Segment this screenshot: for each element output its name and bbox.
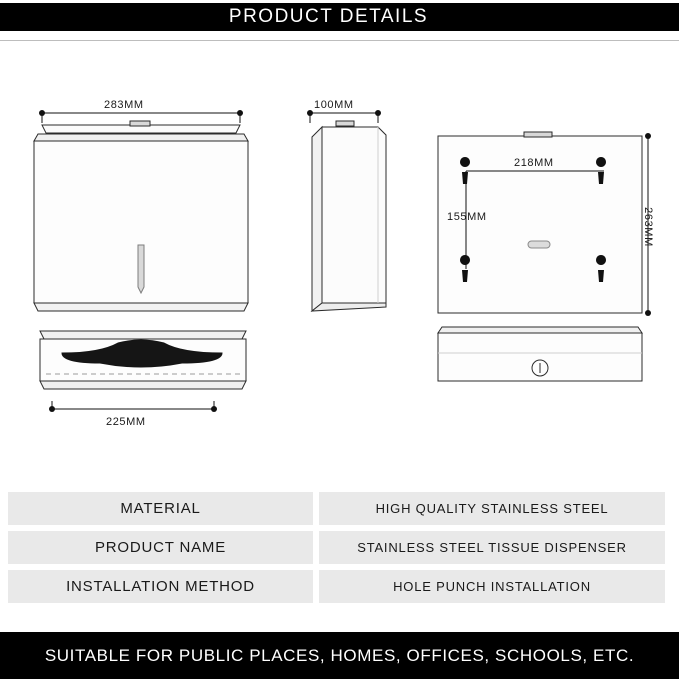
dim-hole-vertical-label: 155MM (447, 211, 487, 223)
spec-key: PRODUCT NAME (8, 531, 313, 564)
header-right-decoration (533, 3, 679, 31)
page-title: PRODUCT DETAILS (124, 3, 533, 31)
dim-bottom-width-label: 225MM (106, 416, 146, 428)
bottom-view-drawing (40, 331, 246, 412)
spec-value: HIGH QUALITY STAINLESS STEEL (319, 492, 665, 525)
spec-table (8, 492, 671, 609)
dim-front-width-label: 283MM (104, 99, 144, 111)
footer-banner: SUITABLE FOR PUBLIC PLACES, HOMES, OFFICES, SCHOOLS, ETC. (0, 632, 679, 679)
spec-key: INSTALLATION METHOD (8, 570, 313, 603)
table-row (8, 570, 671, 603)
technical-drawing-area (0, 41, 679, 481)
header-band (0, 0, 679, 34)
table-row (8, 531, 671, 564)
dim-back-height-label: 263MM (641, 207, 654, 247)
spec-value: STAINLESS STEEL TISSUE DISPENSER (319, 531, 665, 564)
dim-hole-horizontal-label: 218MM (514, 157, 554, 169)
spec-value: HOLE PUNCH INSTALLATION (319, 570, 665, 603)
top-view-drawing (438, 327, 642, 381)
header-left-decoration (0, 3, 124, 31)
spec-key: MATERIAL (8, 492, 313, 525)
front-view-drawing (34, 110, 248, 311)
dim-side-depth-label: 100MM (314, 99, 354, 111)
table-row (8, 492, 671, 525)
side-view-drawing (307, 110, 386, 311)
